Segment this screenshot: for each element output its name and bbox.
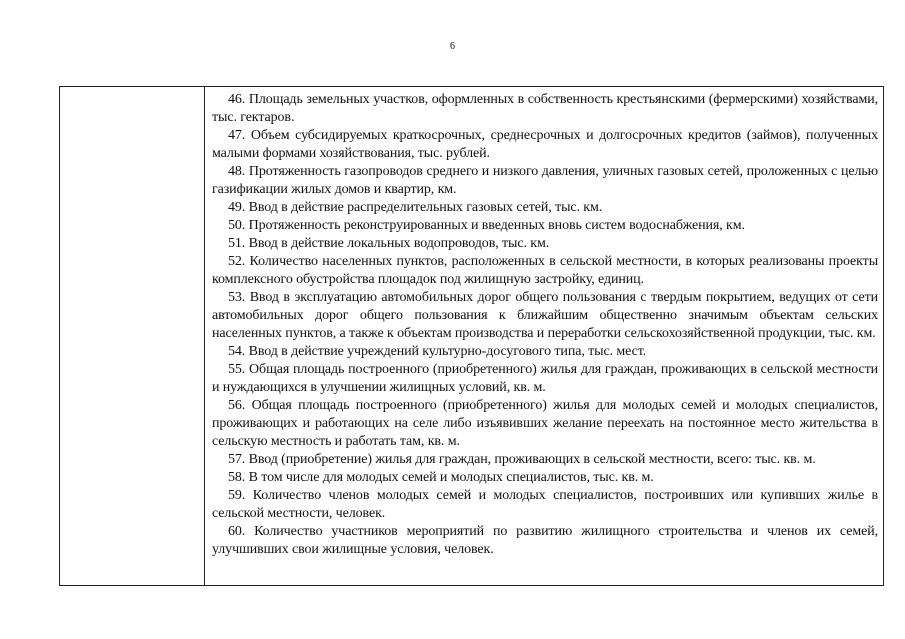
indicator-item-50: 50. Протяженность реконструированных и введенных вновь систем водоснабжения, км. bbox=[228, 218, 745, 233]
indicator-item-53: 53. Ввод в эксплуатацию автомобильных дорог общего пользования с твердым покрытием, ведущих от сети автомобильных дорог общего пользования к ближайшим общественно значимым объектам сельских населенных пунктов, а также к объектам производства и переработки сельскохозяйственной продукции, тыс. км. bbox=[212, 290, 878, 341]
indicator-item-49: 49. Ввод в действие распределительных газовых сетей, тыс. км. bbox=[228, 200, 603, 215]
indicator-item-52: 52. Количество населенных пунктов, расположенных в сельской местности, в которых реализованы проекты комплексного обустройства площадок под жилищную застройку, единиц. bbox=[212, 254, 878, 287]
page-number: 6 bbox=[450, 41, 455, 52]
indicator-item-47: 47. Объем субсидируемых краткосрочных, среднесрочных и долгосрочных кредитов (займов), полученных малыми формами хозяйствования, тыс. рублей. bbox=[212, 128, 878, 161]
indicator-item-56: 56. Общая площадь построенного (приобретенного) жилья для молодых семей и молодых специалистов, проживающих и работающих на селе либо изъявивших желание переехать на постоянное место жительства в сельскую местность и работать там, кв. м. bbox=[212, 398, 878, 449]
indicator-item-51: 51. Ввод в действие локальных водопроводов, тыс. км. bbox=[228, 236, 550, 251]
indicator-item-60: 60. Количество участников мероприятий по развитию жилищного строительства и членов их семей, улучшивших свои жилищные условия, человек. bbox=[212, 524, 878, 557]
indicator-item-57: 57. Ввод (приобретение) жилья для граждан, проживающих в сельской местности, всего: тыс. кв. м. bbox=[228, 452, 816, 467]
indicator-item-59: 59. Количество членов молодых семей и молодых специалистов, построивших или купивших жилье в сельской местности, человек. bbox=[212, 488, 878, 521]
indicator-item-58: 58. В том числе для молодых семей и молодых специалистов, тыс. кв. м. bbox=[228, 470, 654, 485]
indicator-table bbox=[59, 86, 884, 586]
indicator-item-55: 55. Общая площадь построенного (приобретенного) жилья для граждан, проживающих в сельской местности и нуждающихся в улучшении жилищных условий, кв. м. bbox=[212, 362, 878, 395]
indicator-item-48: 48. Протяженность газопроводов среднего и низкого давления, уличных газовых сетей, проложенных с целью газификации жилых домов и квартир, км. bbox=[212, 164, 878, 197]
indicator-item-54: 54. Ввод в действие учреждений культурно-досугового типа, тыс. мест. bbox=[228, 344, 647, 359]
indicator-item-46: 46. Площадь земельных участков, оформленных в собственность крестьянскими (фермерскими) хозяйствами, тыс. гектаров. bbox=[212, 92, 878, 125]
indicator-list-cell bbox=[205, 87, 883, 585]
empty-left-cell bbox=[60, 87, 205, 585]
